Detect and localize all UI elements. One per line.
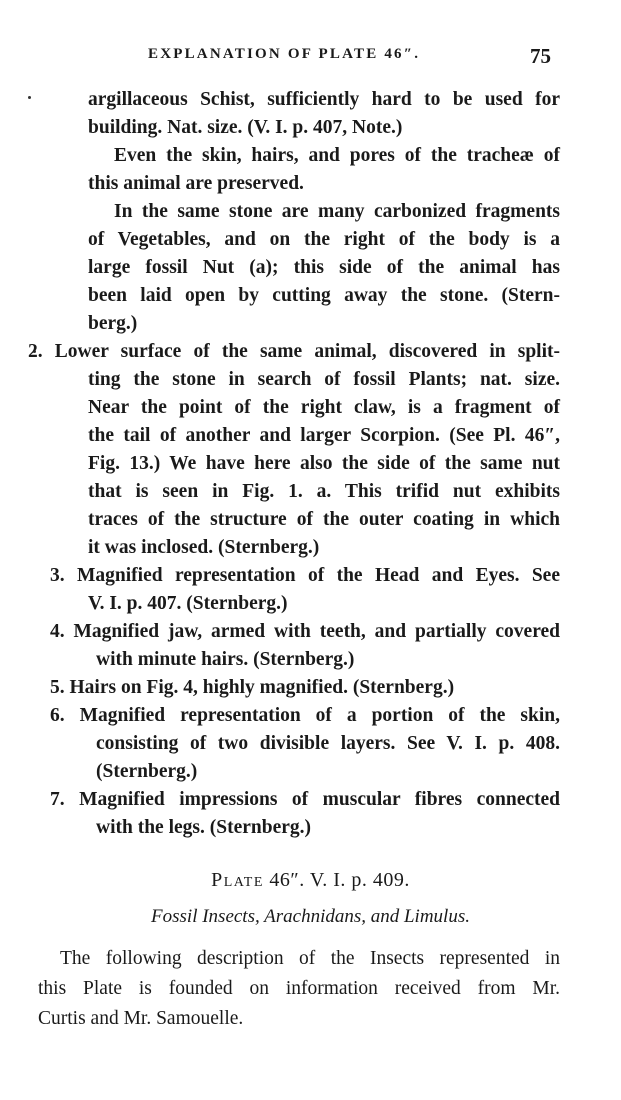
text-line: Even the skin, hairs, and pores of the tracheæ of bbox=[114, 145, 560, 166]
figure-item-2 bbox=[28, 338, 560, 562]
text-line: In the same stone are many carbonized fragments bbox=[114, 201, 560, 222]
text-line: (Sternberg.) bbox=[96, 761, 198, 782]
text-line: large fossil Nut (a); this side of the animal has bbox=[88, 257, 560, 278]
text-line: 4. Magnified jaw, armed with teeth, and partially covered bbox=[50, 621, 560, 642]
plate-heading-reference: 46″. V. I. p. 409. bbox=[263, 869, 410, 891]
text-line: consisting of two divisible layers. See V. I. p. 408. bbox=[96, 733, 560, 754]
paragraph-continuation bbox=[48, 86, 560, 142]
text-line: it was inclosed. (Sternberg.) bbox=[88, 537, 320, 558]
paragraph-preservation bbox=[48, 142, 560, 198]
text-line: 7. Magnified impressions of muscular fibres connected bbox=[50, 789, 560, 810]
text-line: with the legs. (Sternberg.) bbox=[96, 817, 312, 838]
text-line: of Vegetables, and on the right of the body is a bbox=[88, 229, 560, 250]
text-line: this Plate is founded on information received from Mr. bbox=[38, 978, 560, 999]
text-line: the tail of another and larger Scorpion. (See Pl. 46″, bbox=[88, 425, 560, 446]
text-line: 5. Hairs on Fig. 4, highly magnified. (Sternberg.) bbox=[50, 677, 455, 698]
text-line: ting the stone in search of fossil Plants; nat. size. bbox=[88, 369, 560, 390]
text-line: been laid open by cutting away the stone. (Stern- bbox=[88, 285, 560, 306]
page-number: 75 bbox=[530, 44, 551, 68]
text-line: this animal are preserved. bbox=[88, 173, 304, 194]
text-line: building. Nat. size. (V. I. p. 407, Note.) bbox=[88, 117, 403, 138]
figure-item-4 bbox=[48, 618, 560, 674]
plate-heading bbox=[0, 869, 621, 892]
text-line: traces of the structure of the outer coating in which bbox=[88, 509, 560, 530]
print-speck bbox=[28, 96, 31, 99]
plate-heading-word: Plate bbox=[211, 869, 264, 891]
text-line: Near the point of the right claw, is a fragment of bbox=[88, 397, 560, 418]
figure-item-6 bbox=[48, 702, 560, 786]
text-line: argillaceous Schist, sufficiently hard to be used for bbox=[88, 89, 560, 110]
figure-item-3 bbox=[48, 562, 560, 618]
text-line: 6. Magnified representation of a portion of the skin, bbox=[50, 705, 560, 726]
text-line: 2. Lower surface of the same animal, discovered in split- bbox=[28, 341, 560, 362]
paragraph-vegetables bbox=[48, 198, 560, 338]
text-line: that is seen in Fig. 1. a. This trifid nut exhibits bbox=[88, 481, 560, 502]
plate-intro-paragraph bbox=[38, 944, 560, 1034]
text-line: Curtis and Mr. Samouelle. bbox=[38, 1008, 244, 1029]
plate-subtitle: Fossil Insects, Arachnidans, and Limulus. bbox=[151, 906, 470, 927]
figure-item-5 bbox=[48, 674, 560, 702]
text-line: Fig. 13.) We have here also the side of the same nut bbox=[88, 453, 560, 474]
text-line: 3. Magnified representation of the Head and Eyes. See bbox=[50, 565, 560, 586]
running-title: EXPLANATION OF PLATE 46″. bbox=[148, 46, 421, 62]
body-text bbox=[28, 86, 560, 842]
text-line: berg.) bbox=[88, 313, 138, 334]
text-line: The following description of the Insects represented in bbox=[60, 948, 560, 969]
text-line: V. I. p. 407. (Sternberg.) bbox=[88, 593, 288, 614]
figure-item-7 bbox=[48, 786, 560, 842]
text-line: with minute hairs. (Sternberg.) bbox=[96, 649, 355, 670]
